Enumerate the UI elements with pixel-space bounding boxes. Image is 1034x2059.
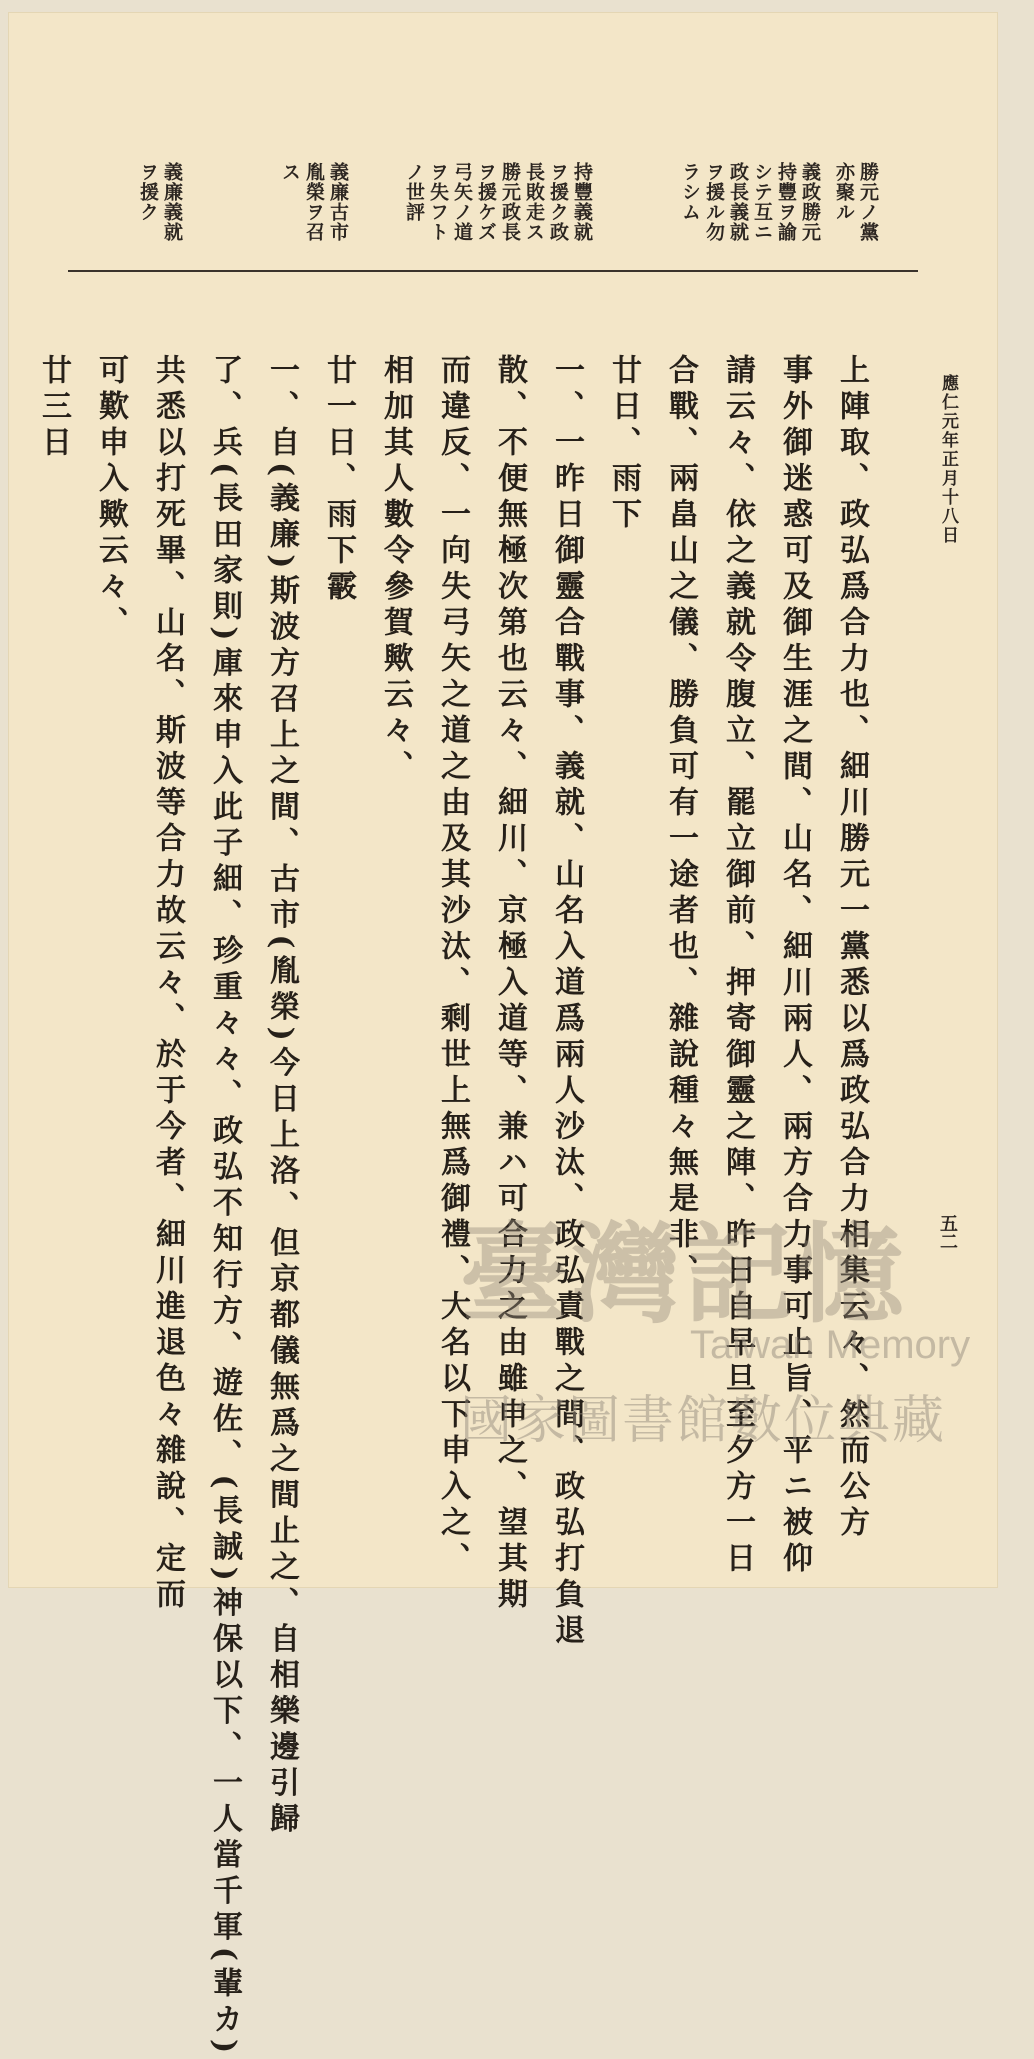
text-column: 事外御迷惑可及御生涯之間、山名、細川兩人、兩方合力事可止旨、平ニ被仰 <box>777 354 812 1578</box>
text-column: 了、兵(長田家則)庫來申入此子細、珍重々々、政弘不知行方、遊佐、(長誠)神保以下、一人當千軍(輩カ) <box>207 354 242 2059</box>
marginal-note <box>402 162 594 242</box>
note-line: 義廉義就 <box>161 162 183 242</box>
date-heading: 廿日、雨下 <box>606 354 641 534</box>
note-line: 政長義就 <box>727 162 749 242</box>
note-line: 持豐義就 <box>571 162 593 242</box>
note-line: シテ互ニ <box>751 162 773 242</box>
note-line: 弓矢ノ道 <box>451 162 473 242</box>
document-page <box>8 12 998 2059</box>
note-line: ノ世評 <box>403 162 425 222</box>
note-line: ヲ援ル勿 <box>703 162 725 242</box>
note-line: 長敗走ス <box>523 162 545 242</box>
date-heading: 廿一日、雨下霰 <box>321 354 356 606</box>
running-header: 應仁元年正月十八日 <box>938 374 958 545</box>
note-line: 勝元ノ黨 <box>857 162 879 242</box>
note-line: 義政勝元 <box>799 162 821 242</box>
watermark-english: Taiwan Memory <box>690 1323 971 1367</box>
note-line: 亦聚ル <box>833 162 855 222</box>
note-line: ヲ援ク政 <box>547 162 569 242</box>
watermark-chinese: 國家圖書館數位典藏 <box>460 1391 947 1451</box>
page-number: 五二 <box>937 1214 958 1250</box>
marginal-note <box>678 162 822 242</box>
header-divider <box>68 270 918 272</box>
date-heading: 廿三日 <box>36 354 71 462</box>
main-text <box>25 354 880 2059</box>
text-column: 上陣取、政弘爲合力也、細川勝元一黨悉以爲政弘合力相集云々、然而公方 <box>834 354 869 1542</box>
note-line: 持豐ヲ諭 <box>775 162 797 242</box>
note-line: ラシム <box>679 162 701 222</box>
watermark-logo-text: 臺灣記憶 <box>460 1212 909 1338</box>
text-column: 合戰、兩畠山之儀、勝負可有一途者也、雜說種々無是非、 <box>663 354 698 1290</box>
note-line: ヲ援ク <box>137 162 159 222</box>
text-column: 一、一昨日御靈合戰事、義就、山名入道爲兩人沙汰、政弘責戰之間、政弘打負退 <box>549 354 584 1650</box>
text-column: 可歎申入歟云々、 <box>93 354 128 642</box>
note-line: ヲ失フト <box>427 162 449 242</box>
text-column: 一、自(義廉)斯波方召上之間、古市(胤榮)今日上洛、但京都儀無爲之間止之、自相樂邊引歸 <box>264 354 299 1839</box>
note-line: 勝元政長 <box>499 162 521 242</box>
text-column: 而違反、一向失弓矢之道之由及其沙汰、剩世上無爲御禮、大名以下申入之、 <box>435 354 470 1578</box>
note-line: ス <box>279 162 301 182</box>
note-line: 胤榮ヲ召 <box>303 162 325 242</box>
text-column: 相加其人數令參賀歟云々、 <box>378 354 413 786</box>
marginal-note <box>832 162 880 242</box>
marginal-note <box>136 162 184 242</box>
note-line: ヲ援ケズ <box>475 162 497 242</box>
note-line: 義廉古市 <box>327 162 349 242</box>
text-column: 請云々、依之義就令腹立、罷立御前、押寄御靈之陣、昨日自早旦至夕方一日 <box>720 354 755 1578</box>
marginal-note <box>278 162 350 242</box>
text-column: 共悉以打死畢、山名、斯波等合力故云々、於于今者、細川進退色々雜說、定而 <box>150 354 185 1614</box>
text-column: 散、不便無極次第也云々、細川、京極入道等、兼ハ可合力之由雖申之、望其期 <box>492 354 527 1614</box>
